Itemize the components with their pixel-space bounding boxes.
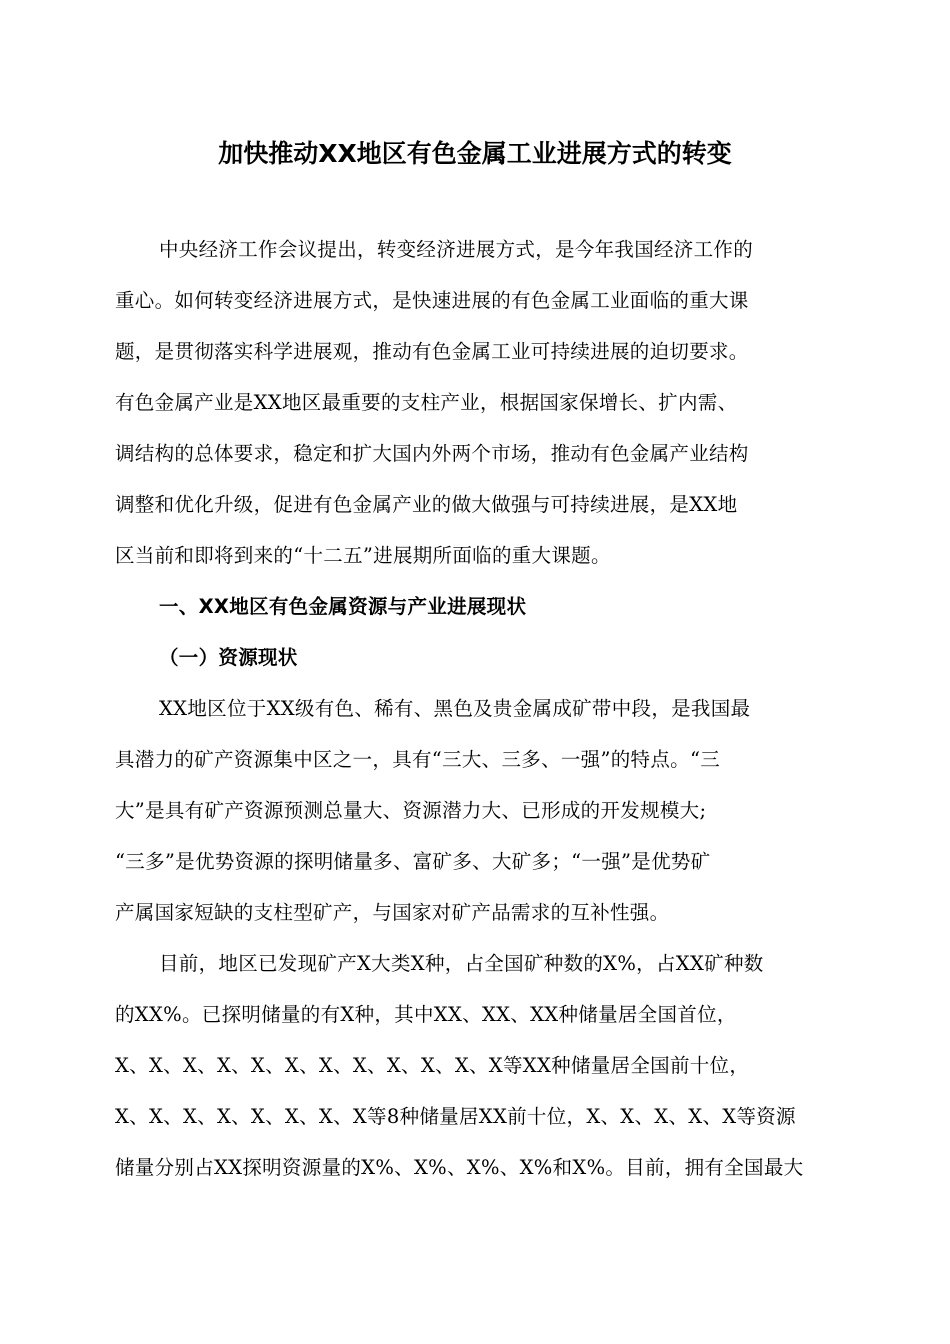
paragraph-line: XX地区位于XX级有色、稀有、黑色及贵金属成矿带中段，是我国最 — [159, 697, 751, 720]
paragraph-line: 有色金属产业是XX地区最重要的支柱产业，根据国家保增长、扩内需、 — [115, 391, 738, 414]
paragraph-line: 调整和优化升级，促进有色金属产业的做大做强与可持续进展，是XX地 — [115, 493, 738, 516]
paragraph-line: 的XX%。已探明储量的有X种，其中XX、XX、XX种储量居全国首位， — [115, 1003, 737, 1026]
section-heading: （一）资源现状 — [159, 646, 298, 669]
paragraph-line: X、X、X、X、X、X、X、X等8种储量居XX前十位，X、X、X、X、X等资源 — [115, 1105, 796, 1128]
paragraph-line: 重心。如何转变经济进展方式，是快速进展的有色金属工业面临的重大课 — [115, 289, 749, 312]
document-body — [115, 230, 831, 1199]
paragraph-line: 大”是具有矿产资源预测总量大、资源潜力大、已形成的开发规模大; — [115, 799, 707, 822]
paragraph-line: 题，是贯彻落实科学进展观，推动有色金属工业可持续进展的迫切要求。 — [115, 340, 749, 363]
paragraph-line: “三多”是优势资源的探明储量多、富矿多、大矿多；“一强”是优势矿 — [115, 850, 711, 873]
paragraph-line: 产属国家短缺的支柱型矿产，与国家对矿产品需求的互补性强。 — [115, 901, 670, 924]
paragraph-line: 目前，地区已发现矿产X大类X种，占全国矿种数的X%，占XX矿种数 — [159, 952, 764, 975]
paragraph-line: 调结构的总体要求，稳定和扩大国内外两个市场，推动有色金属产业结构 — [115, 442, 749, 465]
paragraph-line: 中央经济工作会议提出，转变经济进展方式，是今年我国经济工作的 — [159, 238, 754, 261]
paragraph-line: X、X、X、X、X、X、X、X、X、X、X、X等XX种储量居全国前十位， — [115, 1054, 750, 1077]
paragraph-line: 储量分别占XX探明资源量的X%、X%、X%、X%和X%。目前，拥有全国最大 — [115, 1156, 804, 1179]
document-title: 加快推动XX地区有色金属工业进展方式的转变 — [218, 139, 732, 168]
paragraph-line: 区当前和即将到来的“十二五”进展期所面临的重大课题。 — [115, 544, 611, 567]
paragraph-line: 具潜力的矿产资源集中区之一，具有“三大、三多、一强”的特点。“三 — [115, 748, 721, 771]
section-heading: 一、XX地区有色金属资源与产业进展现状 — [159, 595, 527, 618]
